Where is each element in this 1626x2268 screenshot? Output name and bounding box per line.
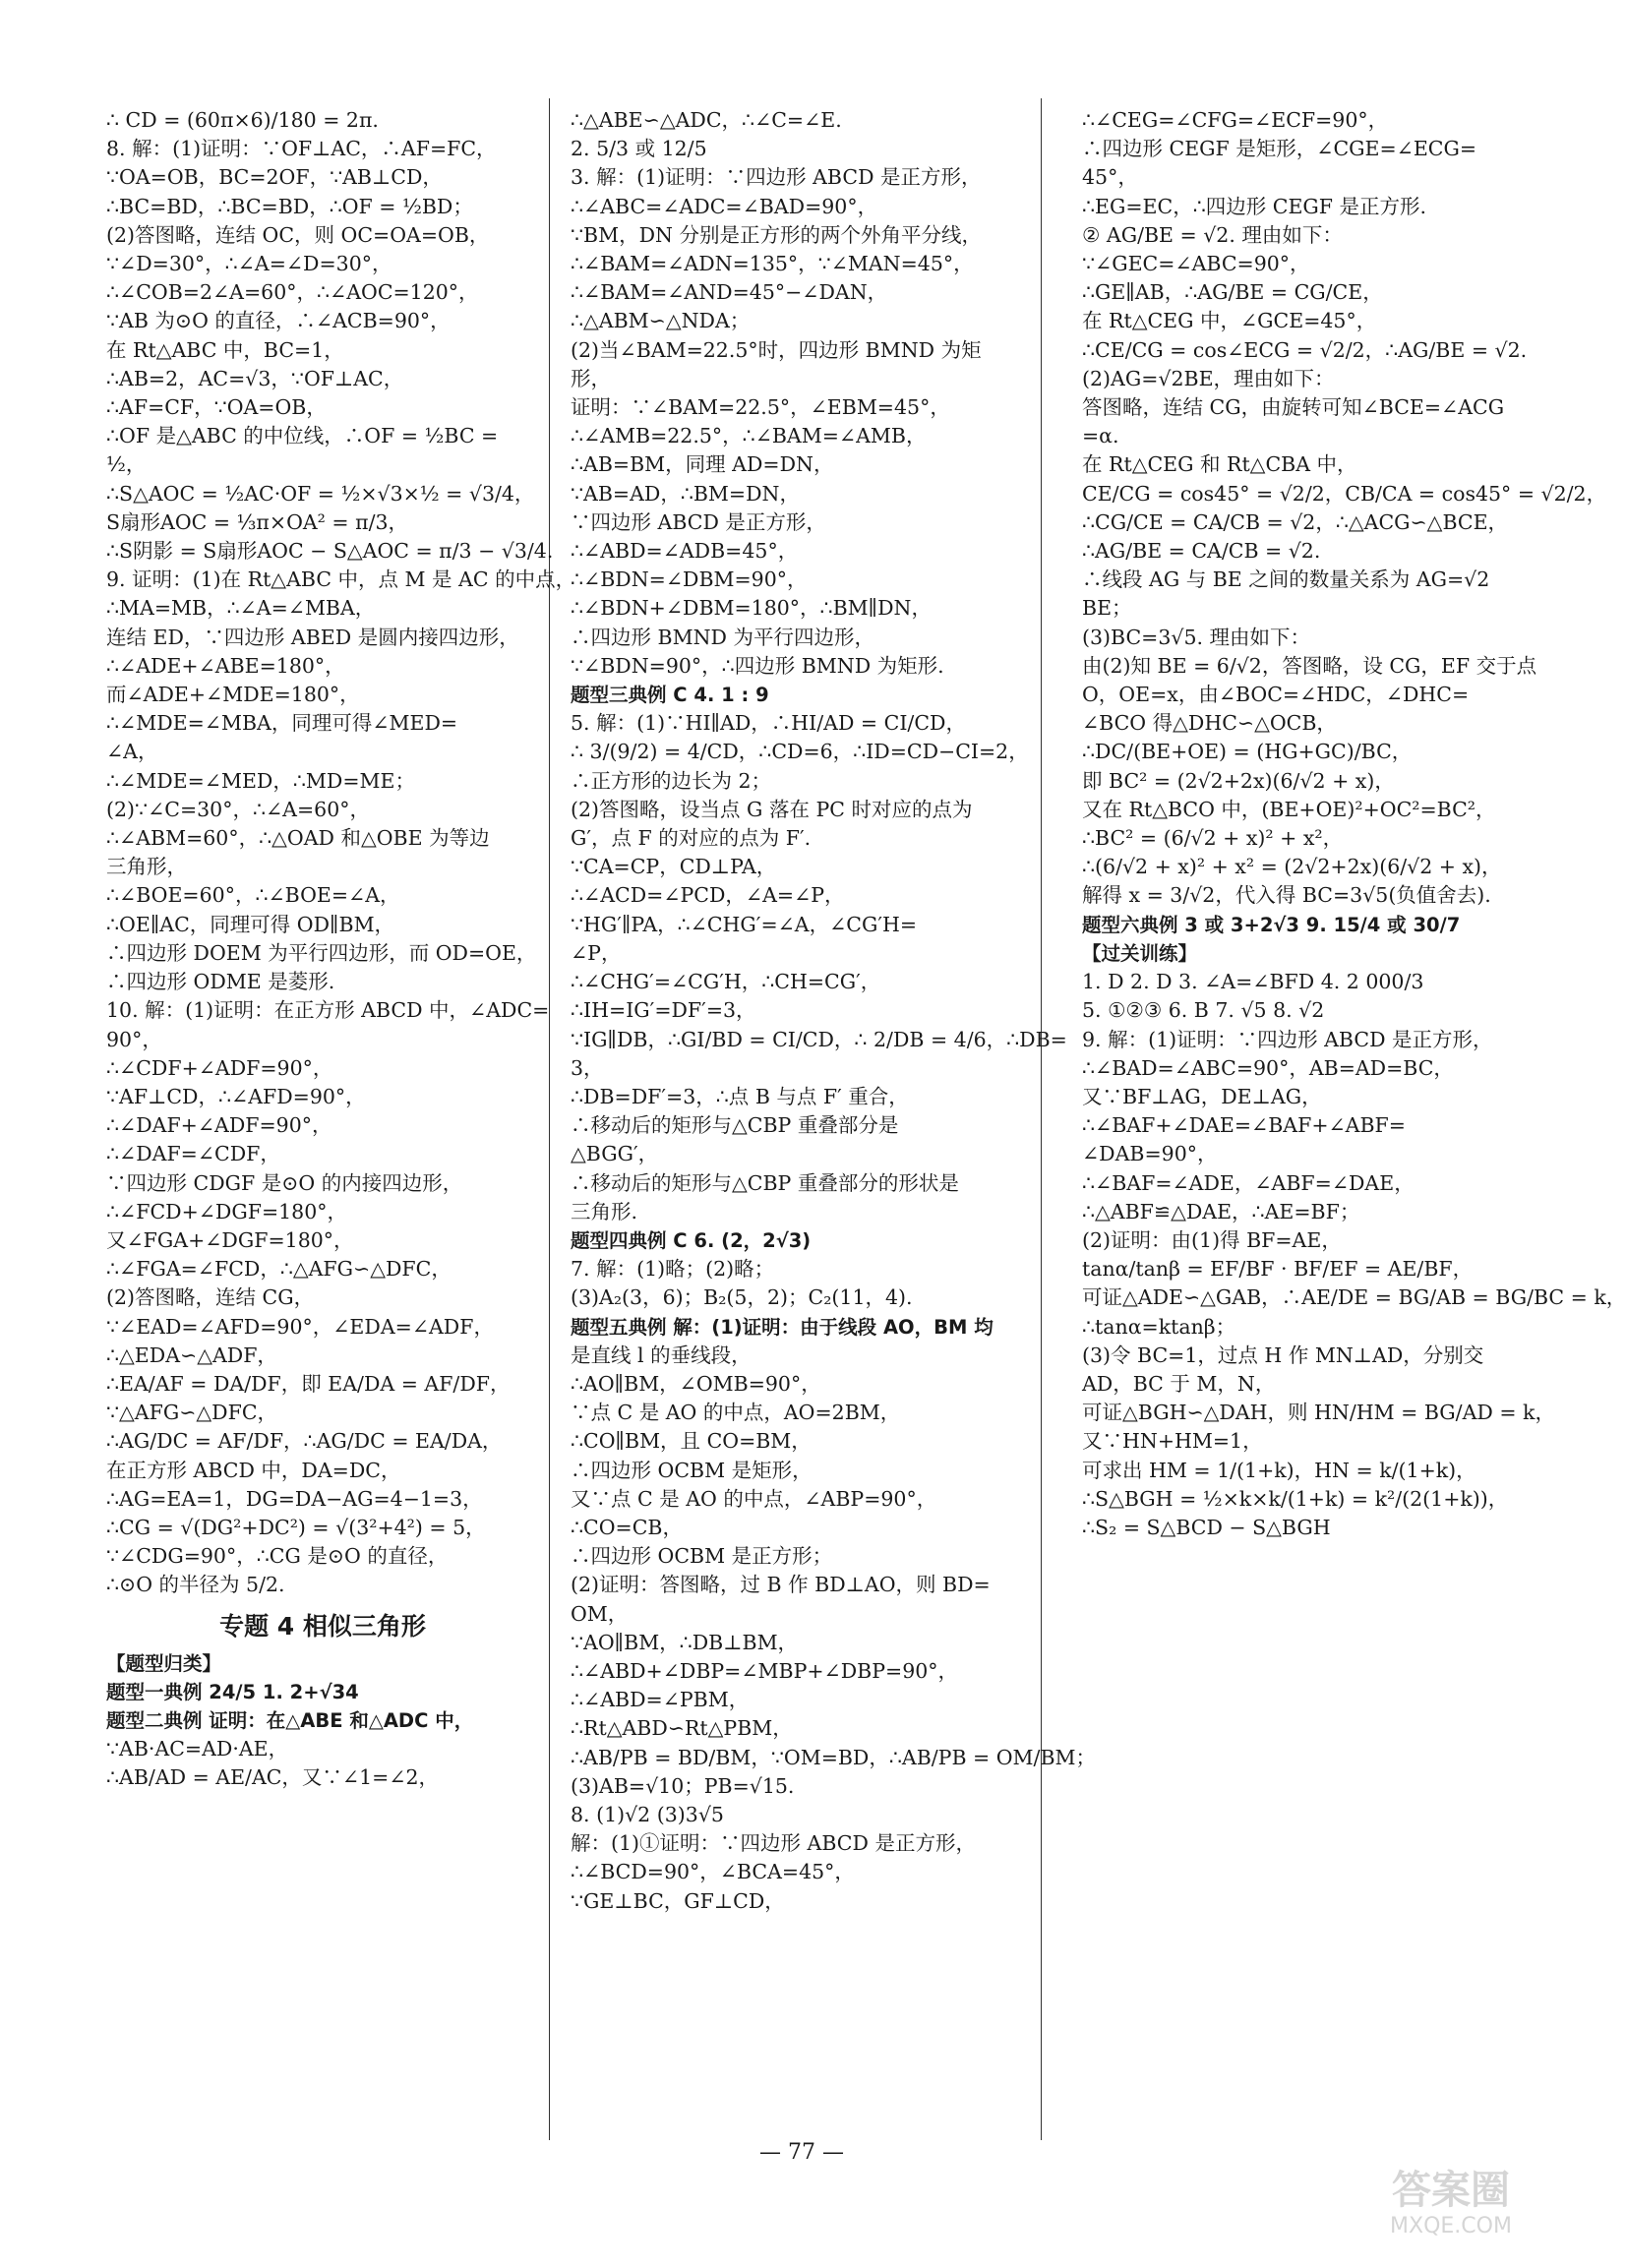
- text-line: ∴∠BDN=∠DBM=90°，: [571, 567, 808, 592]
- text-line: ∴AB/PB = BD/BM，∵OM=BD，∴AB/PB = OM/BM；: [571, 1745, 1097, 1769]
- text-line: ∵IG∥DB，∴GI/BD = CI/CD，∴ 2/DB = 4/6，∴DB=: [571, 1027, 1067, 1051]
- text-line: ∴∠BAD=∠ABC=90°，AB=AD=BC，: [1082, 1055, 1454, 1080]
- column-tail-lines: [106, 1649, 539, 1793]
- text-line: ∴∠MDE=∠MBA，同理可得∠MED=: [106, 711, 458, 736]
- text-line: ∴AG=EA=1，DG=DA−AG=4−1=3，: [106, 1486, 483, 1511]
- text-line: ∴MA=MB，∴∠A=∠MBA，: [106, 596, 376, 621]
- text-line: 9. 证明：(1)在 Rt△ABC 中，点 M 是 AC 的中点，: [106, 567, 576, 592]
- text-line: (2)答图略，设当点 G 落在 PC 时对应的点为: [571, 797, 973, 821]
- text-line: 可求出 HM = 1/(1+k)，HN = k/(1+k)，: [1082, 1458, 1476, 1482]
- text-line: tanα/tanβ = EF/BF · BF/EF = AE/BF，: [1082, 1257, 1474, 1282]
- text-line: 8. (1)√2 (3)3√5: [571, 1802, 724, 1826]
- text-line: ∵AF⊥CD，∴∠AFD=90°，: [106, 1084, 366, 1108]
- text-line: 题型四典例 C 6. (2，2√3): [571, 1228, 812, 1252]
- text-line: 又在 Rt△BCO 中，(BE+OE)²+OC²=BC²，: [1082, 797, 1496, 821]
- text-line: 形，: [571, 366, 611, 390]
- text-line: 8. 解：(1)证明：∵OF⊥AC，∴AF=FC，: [106, 137, 497, 161]
- text-line: (3)AB=√10；PB=√15.: [571, 1773, 795, 1798]
- text-line: 45°，: [1082, 165, 1138, 190]
- text-line: ∴ 3/(9/2) = 4/CD，∴CD=6，∴ID=CD−CI=2，: [571, 740, 1029, 764]
- text-line: ∴∠CEG=∠CFG=∠ECF=90°，: [1082, 108, 1389, 132]
- text-line: ∵四边形 ABCD 是正方形，: [571, 509, 826, 534]
- watermark-logo: [1338, 2156, 1564, 2240]
- text-line: ∴∠CHG′=∠CG′H，∴CH=CG′，: [571, 970, 881, 994]
- text-line: ∴(6/√2 + x)² + x² = (2√2+2x)(6/√2 + x)，: [1082, 855, 1502, 879]
- text-line: ∵AB 为⊙O 的直径，∴∠ACB=90°，: [106, 309, 451, 333]
- text-line: ∴∠MDE=∠MED，∴MD=ME；: [106, 768, 415, 793]
- page-number: — 77 —: [759, 2140, 844, 2165]
- text-line: 是直线 l 的垂线段，: [571, 1343, 752, 1367]
- text-line: ∴ CD = (60π×6)/180 = 2π.: [106, 108, 379, 132]
- text-line: ∠BCO 得△DHC∽△OCB，: [1082, 711, 1337, 736]
- text-line: ∴∠BCD=90°，∠BCA=45°，: [571, 1860, 855, 1884]
- text-line: S扇形AOC = ⅓π×OA² = π/3，: [106, 509, 409, 534]
- text-line: ½，: [106, 452, 147, 477]
- text-line: ∴∠BAM=∠AND=45°−∠DAN，: [571, 280, 888, 305]
- text-line: ∴四边形 DOEM 为平行四边形，而 OD=OE，: [106, 940, 537, 965]
- text-line: ∴AG/BE = CA/CB = √2.: [1082, 539, 1321, 564]
- text-line: (2)当∠BAM=22.5°时，四边形 BMND 为矩: [571, 337, 982, 362]
- text-line: ∠A，: [106, 740, 158, 764]
- text-line: 【题型归类】: [106, 1651, 222, 1675]
- text-line: 题型六典例 3 或 3+2√3 9. 15/4 或 30/7: [1082, 913, 1461, 936]
- text-line: 又∵点 C 是 AO 的中点，∠ABP=90°，: [571, 1486, 937, 1511]
- text-line: ∴△ABE∽△ADC，∴∠C=∠E.: [571, 108, 842, 132]
- text-line: ∵OA=OB，BC=2OF，∵AB⊥CD，: [106, 165, 443, 190]
- text-line: 在 Rt△CEG 和 Rt△CBA 中，: [1082, 452, 1357, 477]
- text-line: ∴EA/AF = DA/DF，即 EA/DA = AF/DF，: [106, 1371, 511, 1396]
- watermark-site: MXQE.COM: [1390, 2214, 1512, 2238]
- text-line: ∠DAB=90°，: [1082, 1142, 1218, 1166]
- text-line: ∴AB/AD = AE/AC，又∵∠1=∠2，: [106, 1765, 440, 1790]
- column-lines: [571, 106, 1097, 1916]
- text-line: ∠P，: [571, 940, 622, 965]
- text-line: 7. 解：(1)略；(2)略；: [571, 1257, 775, 1282]
- text-line: ∴EG=EC，∴四边形 CEGF 是正方形.: [1082, 194, 1427, 218]
- watermark-text: 答案圈: [1392, 2168, 1510, 2213]
- text-line: ∵∠EAD=∠AFD=90°，∠EDA=∠ADF，: [106, 1314, 494, 1339]
- text-line: 题型三典例 C 4. 1 : 9: [571, 684, 769, 707]
- text-line: ∴∠BAF=∠ADE，∠ABF=∠DAE，: [1082, 1170, 1415, 1195]
- text-line: ∴四边形 BMND 为平行四边形，: [571, 625, 874, 649]
- text-line: (3)A₂(3，6)；B₂(5，2)；C₂(11，4).: [571, 1285, 913, 1310]
- text-line: ∴S₂ = S△BCD − S△BGH: [1082, 1515, 1331, 1539]
- text-line: ∴∠DAF+∠ADF=90°，: [106, 1113, 332, 1138]
- text-line: ∴CO∥BM，且 CO=BM，: [571, 1429, 812, 1454]
- text-line: 在 Rt△CEG 中，∠GCE=45°，: [1082, 309, 1377, 333]
- text-line: ∴四边形 OCBM 是正方形；: [571, 1544, 833, 1569]
- text-line: ∴△EDA∽△ADF，: [106, 1343, 277, 1367]
- text-line: 题型一典例 24/5 1. 2+√34: [106, 1680, 359, 1703]
- text-line: ∴GE∥AB，∴AG/BE = CG/CE，: [1082, 280, 1383, 305]
- text-line: ∴移动后的矩形与△CBP 重叠部分的形状是: [571, 1170, 959, 1195]
- text-line: ∴∠ACD=∠PCD，∠A=∠P，: [571, 883, 845, 908]
- text-line: (2)证明：答图略，过 B 作 BD⊥AO，则 BD=: [571, 1573, 991, 1597]
- text-line: ∵∠GEC=∠ABC=90°，: [1082, 252, 1310, 276]
- text-line: ∴△ABM∽△NDA；: [571, 309, 751, 333]
- text-line: ∵BM，DN 分别是正方形的两个外角平分线，: [571, 222, 982, 247]
- text-line: ∵△AFG∽△DFC，: [106, 1401, 277, 1425]
- text-line: 5. ①②③ 6. B 7. √5 8. √2: [1082, 998, 1325, 1023]
- text-line: (2)AG=√2BE，理由如下：: [1082, 366, 1335, 390]
- text-line: ∴DC/(BE+OE) = (HG+GC)/BC，: [1082, 740, 1413, 764]
- text-line: 10. 解：(1)证明：在正方形 ABCD 中，∠ADC=: [106, 998, 550, 1023]
- text-line: ∵AB=AD，∴BM=DN，: [571, 481, 800, 506]
- text-line: AD，BC 于 M，N，: [1082, 1371, 1276, 1396]
- text-line: ∴∠COB=2∠A=60°，∴∠AOC=120°，: [106, 280, 479, 305]
- text-line: =α.: [1082, 424, 1119, 448]
- text-line: 在 Rt△ABC 中，BC=1，: [106, 337, 344, 362]
- text-line: 3，: [571, 1055, 604, 1080]
- text-line: ∴线段 AG 与 BE 之间的数量关系为 AG=√2: [1082, 567, 1490, 592]
- text-line: ∴∠ABD=∠PBM，: [571, 1688, 750, 1712]
- text-line: ∴CG/CE = CA/CB = √2，∴△ACG∽△BCE，: [1082, 509, 1509, 534]
- text-line: ∴∠DAF=∠CDF，: [106, 1142, 280, 1166]
- text-line: ∴tanα=ktanβ；: [1082, 1314, 1236, 1339]
- text-line: ∴AB=BM，同理 AD=DN，: [571, 452, 834, 477]
- text-line: 【过关训练】: [1082, 941, 1198, 965]
- text-line: BE；: [1082, 596, 1132, 621]
- text-line: 而∠ADE+∠MDE=180°，: [106, 683, 360, 707]
- text-line: O，OE=x，由∠BOC=∠HDC，∠DHC=: [1082, 683, 1470, 707]
- text-line: ∵HG′∥PA，∴∠CHG′=∠A，∠CG′H=: [571, 912, 918, 936]
- text-line: ∴S阴影 = S扇形AOC − S△AOC = π/3 − √3/4.: [106, 539, 554, 564]
- text-line: ∵AO∥BM，∴DB⊥BM，: [571, 1630, 799, 1654]
- text-line: ∴BC² = (6/√2 + x)² + x²，: [1082, 826, 1344, 851]
- text-line: 又∵BF⊥AG，DE⊥AG，: [1082, 1084, 1322, 1108]
- text-line: ∴∠AMB=22.5°，∴∠BAM=∠AMB，: [571, 424, 927, 448]
- text-line: ∴AO∥BM，∠OMB=90°，: [571, 1371, 821, 1396]
- text-line: ∵CA=CP，CD⊥PA，: [571, 855, 777, 879]
- text-line: CE/CG = cos45° = √2/2，CB/CA = cos45° = √2/2，: [1082, 481, 1607, 506]
- text-line: 3. 解：(1)证明：∵四边形 ABCD 是正方形，: [571, 165, 982, 190]
- text-line: ∴⊙O 的半径为 5/2.: [106, 1573, 285, 1597]
- text-line: ② AG/BE = √2. 理由如下：: [1082, 222, 1343, 247]
- text-line: ∴∠BOE=60°，∴∠BOE=∠A，: [106, 883, 400, 908]
- text-line: ∴正方形的边长为 2；: [571, 768, 772, 793]
- text-line: ∴△ABF≌△DAE，∴AE=BF；: [1082, 1199, 1360, 1224]
- text-line: ∴AF=CF，∵OA=OB，: [106, 395, 327, 420]
- text-line: ∴CO=CB，: [571, 1515, 683, 1539]
- text-line: ∴∠CDF+∠ADF=90°，: [106, 1055, 333, 1080]
- text-line: ∴AB=2，AC=√3，∵OF⊥AC，: [106, 366, 404, 390]
- text-line: 5. 解：(1)∵HI∥AD，∴HI/AD = CI/CD，: [571, 711, 966, 736]
- text-line: 即 BC² = (2√2+2x)(6/√2 + x)，: [1082, 768, 1395, 793]
- text-line: ∴∠ADE+∠ABE=180°，: [106, 653, 345, 678]
- text-line: 9. 解：(1)证明：∵四边形 ABCD 是正方形，: [1082, 1027, 1493, 1051]
- text-line: ∴BC=BD，∴BC=BD，∴OF = ½BD；: [106, 194, 473, 218]
- text-line: 解得 x = 3/√2，代入得 BC=3√5(负值舍去).: [1082, 883, 1491, 908]
- text-line: ∴DB=DF′=3，∴点 B 与点 F′ 重合，: [571, 1084, 909, 1108]
- text-line: ∴CE/CG = cos∠ECG = √2/2，∴AG/BE = √2.: [1082, 337, 1528, 362]
- text-line: ∴∠ABD=∠ADB=45°，: [571, 539, 799, 564]
- text-line: ∵四边形 CDGF 是⊙O 的内接四边形，: [106, 1170, 463, 1195]
- column-lines: [106, 106, 576, 1600]
- column-lines: [1082, 106, 1626, 1542]
- text-line: ∴∠ABD+∠DBP=∠MBP+∠DBP=90°，: [571, 1658, 959, 1683]
- text-column-left: [106, 106, 576, 2140]
- text-line: 题型五典例 解：(1)证明：由于线段 AO，BM 均: [571, 1315, 994, 1339]
- text-line: 证明：∵∠BAM=22.5°，∠EBM=45°，: [571, 395, 950, 420]
- text-line: 2. 5/3 或 12/5: [571, 137, 707, 161]
- text-line: 又∠FGA+∠DGF=180°，: [106, 1227, 354, 1252]
- column-divider: [549, 98, 550, 2140]
- text-line: ∴S△BGH = ½×k×k/(1+k) = k²/(2(1+k))，: [1082, 1486, 1509, 1511]
- text-line: ∵AB·AC=AD·AE，: [106, 1737, 289, 1761]
- text-line: 1. D 2. D 3. ∠A=∠BFD 4. 2 000/3: [1082, 970, 1424, 994]
- text-line: ∴四边形 CEGF 是矩形，∠CGE=∠ECG=: [1082, 137, 1477, 161]
- text-line: 解：(1)①证明：∵四边形 ABCD 是正方形，: [571, 1831, 976, 1856]
- text-line: ∵∠BDN=90°，∴四边形 BMND 为矩形.: [571, 653, 944, 678]
- text-line: 可证△BGH∽△DAH，则 HN/HM = BG/AD = k，: [1082, 1401, 1555, 1425]
- text-line: ∴∠BAF+∠DAE=∠BAF+∠ABF=: [1082, 1113, 1406, 1138]
- text-line: ∴移动后的矩形与△CBP 重叠部分是: [571, 1113, 899, 1138]
- text-line: ∴OE∥AC，同理可得 OD∥BM，: [106, 912, 395, 936]
- text-line: (3)BC=3√5. 理由如下：: [1082, 625, 1311, 649]
- text-line: 题型二典例 证明：在△ABE 和△ADC 中，: [106, 1708, 474, 1732]
- text-line: ∴四边形 ODME 是菱形.: [106, 970, 335, 994]
- text-line: ∵∠CDG=90°，∴CG 是⊙O 的直径，: [106, 1544, 449, 1569]
- text-line: ∴∠FGA=∠FCD，∴△AFG∽△DFC，: [106, 1257, 452, 1282]
- text-line: ∵点 C 是 AO 的中点，AO=2BM，: [571, 1401, 901, 1425]
- text-line: ∵GE⊥BC，GF⊥CD，: [571, 1888, 785, 1913]
- text-line: 答图略，连结 CG，由旋转可知∠BCE=∠ACG: [1082, 395, 1505, 420]
- text-line: ∴∠BAM=∠ADN=135°，∵∠MAN=45°，: [571, 252, 974, 276]
- text-line: △BGG′，: [571, 1142, 659, 1166]
- text-line: ∴CG = √(DG²+DC²) = √(3²+4²) = 5，: [106, 1515, 486, 1539]
- text-line: ∴Rt△ABD∽Rt△PBM，: [571, 1716, 793, 1741]
- text-column-middle: [571, 106, 1097, 2140]
- text-line: 三角形.: [571, 1199, 638, 1224]
- text-line: ∴∠ABC=∠ADC=∠BAD=90°，: [571, 194, 878, 218]
- text-line: G′，点 F 的对应的点为 F′.: [571, 826, 812, 851]
- text-line: (3)令 BC=1，过点 H 作 MN⊥AD，分别交: [1082, 1343, 1484, 1367]
- text-line: (2)答图略，连结 CG，: [106, 1285, 315, 1310]
- text-line: 连结 ED，∵四边形 ABED 是圆内接四边形，: [106, 625, 519, 649]
- text-line: ∴S△AOC = ½AC·OF = ½×√3×½ = √3/4，: [106, 481, 535, 506]
- text-line: 由(2)知 BE = 6/√2，答图略，设 CG，EF 交于点: [1082, 653, 1537, 678]
- text-line: OM，: [571, 1601, 629, 1626]
- section-title: 专题 4 相似三角形: [219, 1611, 426, 1641]
- text-line: ∴四边形 OCBM 是矩形，: [571, 1458, 813, 1482]
- text-line: ∴∠BDN+∠DBM=180°，∴BM∥DN，: [571, 596, 932, 621]
- text-line: 又∵HN+HM=1，: [1082, 1429, 1263, 1454]
- text-line: 可证△ADE∽△GAB，∴AE/DE = BG/AB = BG/BC = k，: [1082, 1285, 1626, 1310]
- text-line: ∴IH=IG′=DF′=3，: [571, 998, 756, 1023]
- text-line: (2)证明：由(1)得 BF=AE，: [1082, 1227, 1342, 1252]
- text-line: ∵∠D=30°，∴∠A=∠D=30°，: [106, 252, 392, 276]
- text-line: 90°，: [106, 1027, 162, 1051]
- text-line: 三角形，: [106, 855, 187, 879]
- text-line: ∴∠FCD+∠DGF=180°，: [106, 1199, 348, 1224]
- column-divider: [1041, 98, 1042, 2140]
- text-column-right: [1082, 106, 1626, 2140]
- text-line: (2)答图略，连结 OC，则 OC=OA=OB，: [106, 222, 490, 247]
- text-line: (2)∵∠C=30°，∴∠A=60°，: [106, 797, 370, 821]
- text-line: 在正方形 ABCD 中，DA=DC，: [106, 1458, 401, 1482]
- text-line: ∴OF 是△ABC 的中位线，∴OF = ½BC =: [106, 424, 499, 448]
- text-line: ∴AG/DC = AF/DF，∴AG/DC = EA/DA，: [106, 1429, 503, 1454]
- text-line: ∴∠ABM=60°，∴△OAD 和△OBE 为等边: [106, 826, 490, 851]
